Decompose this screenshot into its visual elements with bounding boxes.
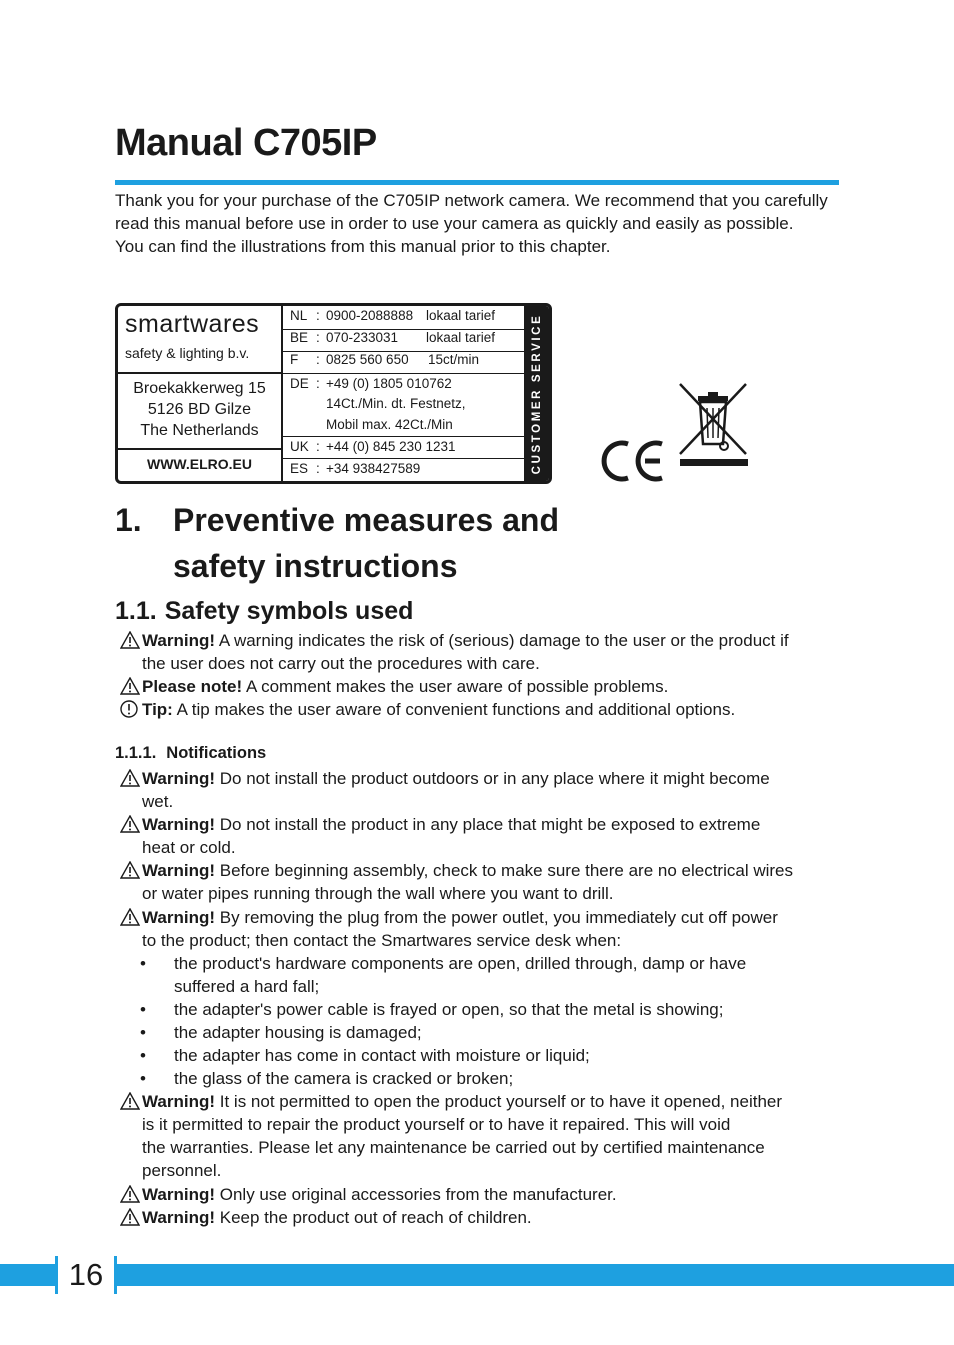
section-title: Preventive measures and — [173, 502, 559, 538]
country-code: DE — [290, 376, 309, 391]
warning-text: Do not install the product in any place that might be exposed to extreme — [215, 815, 761, 834]
separator: : — [316, 461, 320, 476]
subsection-heading — [115, 597, 413, 626]
tip-circle-icon — [120, 700, 140, 718]
warning-text: Do not install the product outdoors or in any place where it might become — [215, 769, 770, 788]
warning-label: Warning! — [142, 769, 216, 788]
country-code: UK — [290, 439, 309, 454]
separator: : — [316, 439, 320, 454]
separator: : — [316, 330, 320, 345]
bullet-dot: • — [140, 1069, 146, 1088]
company-address — [118, 374, 281, 450]
warning-text: Only use original accessories from the manufacturer. — [215, 1185, 617, 1204]
list-item-text: the product's hardware components are open, drilled through, damp or have — [174, 954, 747, 973]
bullet-dot: • — [140, 1000, 146, 1019]
address-line: The Netherlands — [140, 422, 259, 439]
section-title: safety instructions — [173, 548, 458, 584]
warning-triangle-icon — [120, 1208, 140, 1226]
symbol-warning — [120, 629, 840, 675]
country-code: F — [290, 352, 299, 367]
warning-triangle-icon — [120, 677, 140, 695]
warning-item — [120, 906, 840, 952]
ce-mark-icon — [600, 438, 666, 484]
list-item — [140, 952, 840, 998]
warning-label: Warning! — [142, 908, 216, 927]
separator: : — [316, 352, 320, 367]
phone-number: +49 (0) 1805 010762 — [326, 376, 452, 391]
list-item — [140, 1044, 840, 1067]
separator: : — [316, 376, 320, 391]
section-heading — [115, 497, 615, 589]
bullet-dot: • — [140, 954, 146, 973]
address-line: Broekakkerweg 15 — [133, 380, 266, 397]
phone-row-es — [283, 459, 527, 481]
phone-rate: 15ct/min — [428, 352, 480, 367]
phone-row-f — [283, 352, 527, 374]
warning-text: By removing the plug from the power outlet, you immediately cut off power — [215, 908, 778, 927]
warning-text: to the product; then contact the Smartwares service desk when: — [142, 931, 622, 950]
warning-text: Before beginning assembly, check to make sure there are no electrical wires — [215, 861, 793, 880]
list-item-text: suffered a hard fall; — [174, 977, 320, 996]
brand-subtitle: safety & lighting b.v. — [125, 345, 250, 361]
phone-number: +44 (0) 845 230 1231 — [326, 439, 456, 454]
warning-text: Keep the product out of reach of children. — [215, 1208, 532, 1227]
list-item-text: the glass of the camera is cracked or broken; — [174, 1069, 514, 1088]
warning-triangle-icon — [120, 631, 140, 649]
warning-text: It is not permitted to open the product yourself or to have it opened, neither — [215, 1092, 783, 1111]
symbol-note — [120, 675, 840, 698]
phone-rate: lokaal tarief — [426, 308, 496, 323]
subsubsection-number: 1.1.1. — [115, 744, 157, 762]
phone-list — [283, 306, 527, 481]
bullet-dot: • — [140, 1023, 146, 1042]
weee-bin-icon — [676, 382, 750, 468]
subsubsection-heading — [115, 744, 266, 763]
warning-text: the warranties. Please let any maintenance be carried out by certified maintenance — [142, 1138, 765, 1157]
symbol-label: Please note! — [142, 677, 243, 696]
country-code: NL — [290, 308, 308, 323]
warning-label: Warning! — [142, 815, 216, 834]
warning-triangle-icon — [120, 815, 140, 833]
subsection-number: 1.1. — [115, 597, 157, 625]
warning-triangle-icon — [120, 861, 140, 879]
warning-text: wet. — [142, 792, 174, 811]
list-item-text: the adapter housing is damaged; — [174, 1023, 422, 1042]
warning-item — [120, 1090, 840, 1182]
customer-service-text: CUSTOMER SERVICE — [530, 313, 543, 474]
phone-number: 0825 560 650 — [326, 352, 409, 367]
section-number: 1. — [115, 502, 142, 538]
warning-triangle-icon — [120, 1092, 140, 1110]
intro-paragraph: Thank you for your purchase of the C705IP network camera. We recommend that you carefully read this manual before use in order to use your camera as quickly and easily as possible. — [115, 191, 828, 233]
symbol-text: the user does not carry out the procedures with care. — [142, 654, 540, 673]
phone-row-uk — [283, 437, 527, 459]
brand-block — [118, 306, 281, 374]
footer-bar — [0, 1264, 954, 1286]
company-info — [118, 306, 283, 481]
warning-text: is it permitted to repair the product yourself or to have it repaired. This will void — [142, 1115, 731, 1134]
title-rule — [115, 180, 839, 185]
intro-text — [115, 189, 839, 258]
list-item-text: the adapter has come in contact with moisture or liquid; — [174, 1046, 590, 1065]
phone-rate: lokaal tarief — [426, 330, 496, 345]
page-title: Manual C705IP — [115, 122, 377, 164]
warning-label: Warning! — [142, 1092, 216, 1111]
subsubsection-title: Notifications — [166, 744, 267, 762]
separator: : — [316, 308, 320, 323]
intro-paragraph: You can find the illustrations from this manual prior to this chapter. — [115, 237, 611, 256]
brand-logo: smartwares — [125, 310, 260, 338]
list-item — [140, 998, 840, 1021]
symbol-text: A comment makes the user aware of possible problems. — [242, 677, 669, 696]
phone-number: 070-233031 — [326, 330, 399, 345]
symbol-label: Warning! — [142, 631, 216, 650]
country-code: ES — [290, 461, 309, 476]
warning-label: Warning! — [142, 1208, 216, 1227]
warning-label: Warning! — [142, 1185, 216, 1204]
warning-item — [120, 767, 840, 813]
phone-row-nl — [283, 308, 527, 330]
list-item — [140, 1021, 840, 1044]
warning-item — [120, 1183, 840, 1206]
phone-rate: 14Ct./Min. dt. Festnetz, — [326, 396, 466, 411]
symbol-text: A tip makes the user aware of convenient functions and additional options. — [172, 700, 736, 719]
warning-triangle-icon — [120, 769, 140, 787]
warning-text: or water pipes running through the wall where you want to drill. — [142, 884, 614, 903]
symbol-tip — [120, 698, 840, 721]
phone-row-de — [283, 374, 527, 437]
phone-rate: Mobil max. 42Ct./Min — [326, 417, 453, 432]
symbol-label: Tip: — [142, 700, 173, 719]
customer-service-label — [524, 306, 549, 481]
website-url[interactable]: WWW.ELRO.EU — [147, 456, 252, 472]
warning-text: personnel. — [142, 1161, 222, 1180]
list-item-text: the adapter's power cable is frayed or open, so that the metal is showing; — [174, 1000, 724, 1019]
customer-service-box — [115, 303, 552, 484]
warning-text: heat or cold. — [142, 838, 236, 857]
subsection-title: Safety symbols used — [164, 597, 414, 625]
warning-triangle-icon — [120, 1185, 140, 1203]
warning-item — [120, 813, 840, 859]
warning-item — [120, 1206, 840, 1229]
warning-triangle-icon — [120, 908, 140, 926]
warning-item — [120, 859, 840, 905]
page-number: 16 — [55, 1256, 117, 1294]
warning-label: Warning! — [142, 861, 216, 880]
symbol-text: A warning indicates the risk of (serious) damage to the user or the product if — [215, 631, 789, 650]
country-code: BE — [290, 330, 309, 345]
phone-number: 0900-2088888 — [326, 308, 414, 323]
list-item — [140, 1067, 840, 1090]
phone-row-be — [283, 330, 527, 352]
phone-number: +34 938427589 — [326, 461, 421, 476]
bullet-dot: • — [140, 1046, 146, 1065]
address-line: 5126 BD Gilze — [147, 401, 252, 418]
